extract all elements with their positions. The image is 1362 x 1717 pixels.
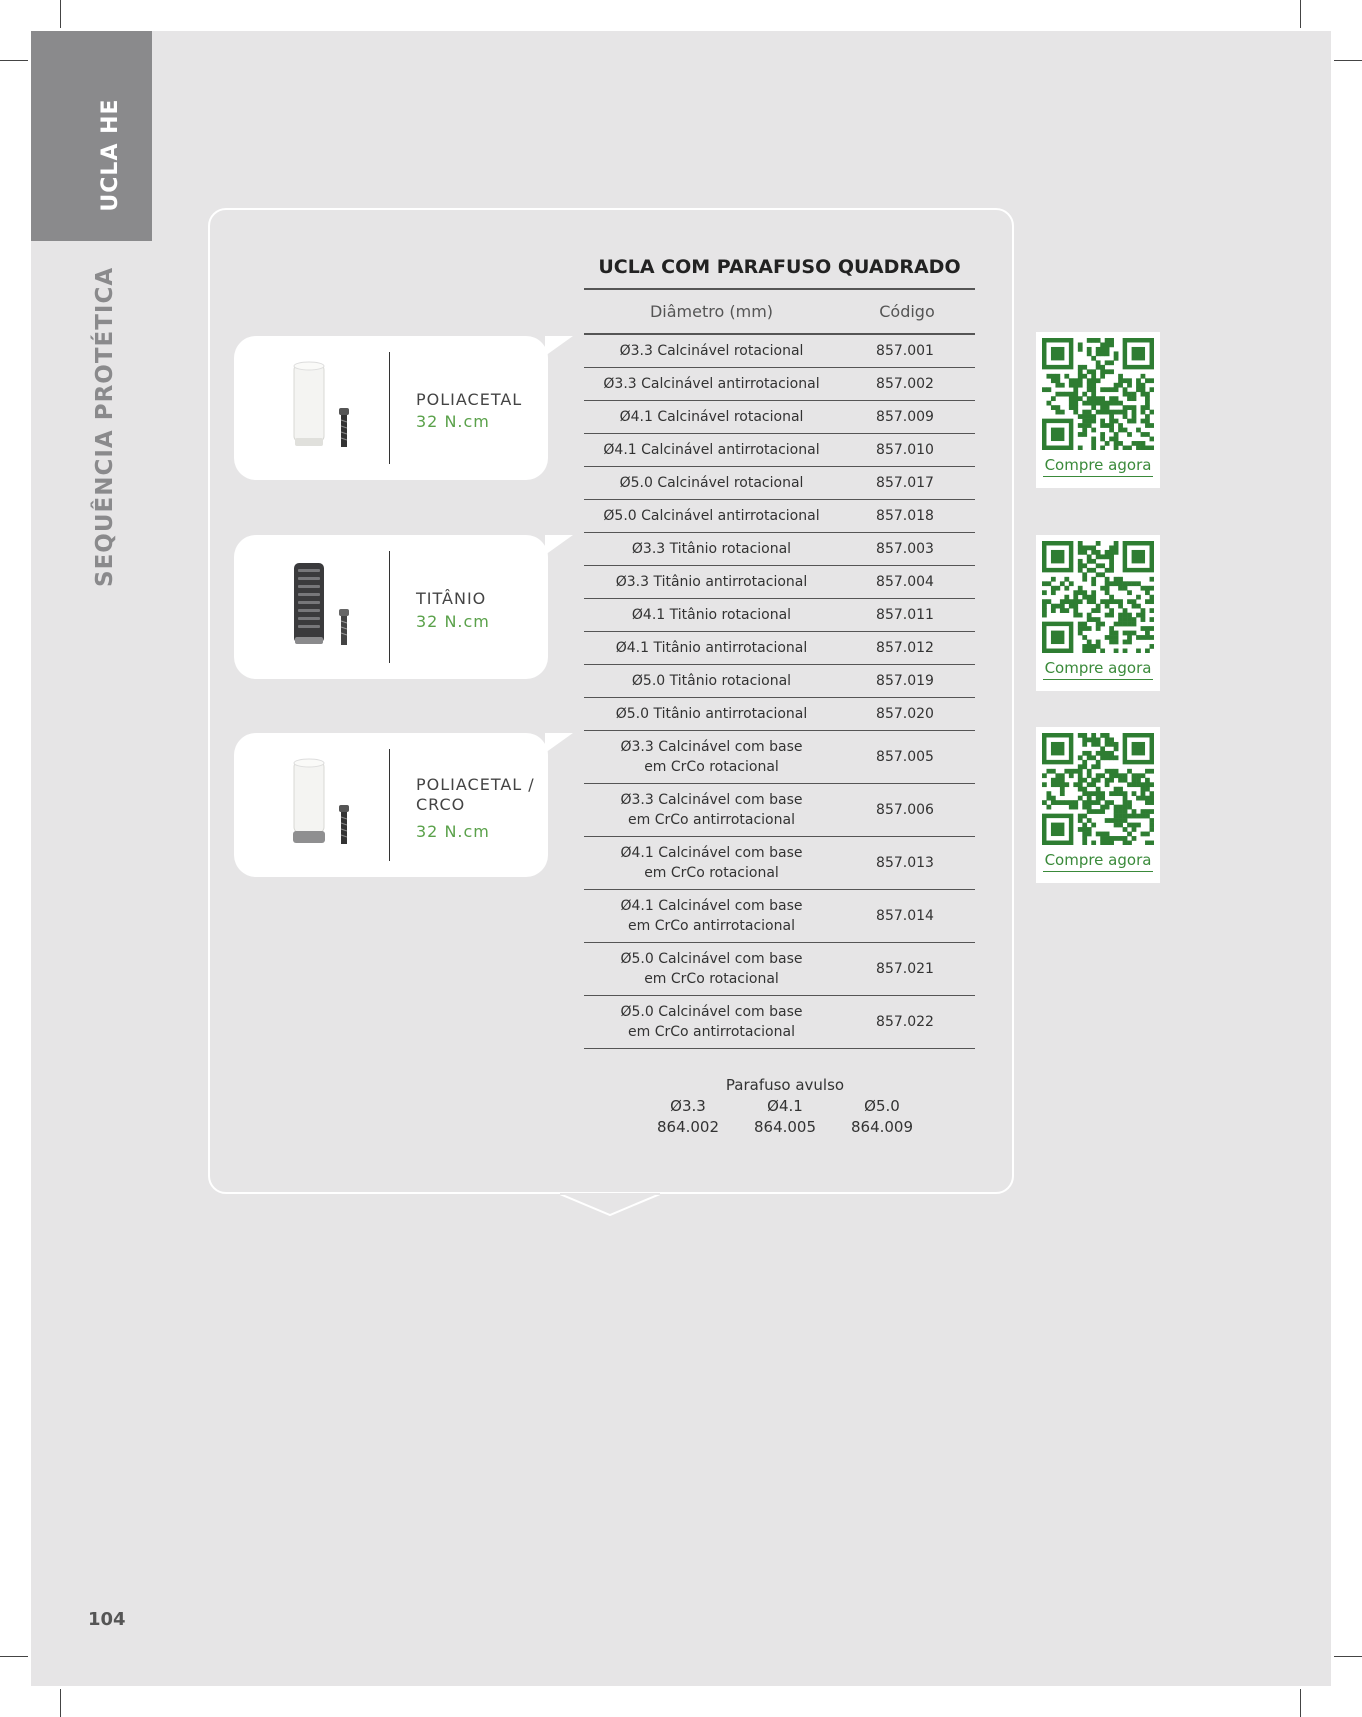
row-diameter-line: Ø3.3 Calcinável rotacional: [619, 343, 804, 359]
row-code: 857.004: [876, 574, 934, 590]
qr-card[interactable]: [1036, 332, 1160, 488]
table-row: [584, 368, 975, 401]
row-code: 857.021: [876, 961, 934, 977]
loose-screws-grid: [640, 1096, 930, 1138]
row-diameter: [584, 374, 839, 394]
row-diameter: [584, 1002, 839, 1042]
row-diameter: [584, 473, 839, 493]
product-torque: 32 N.cm: [416, 612, 490, 631]
product-titanio: [234, 535, 548, 679]
row-diameter-line: Ø3.3 Calcinável antirrotacional: [603, 376, 820, 392]
card-pointer: [560, 1193, 660, 1217]
screw-item: [834, 1096, 930, 1138]
row-diameter-line: Ø3.3 Titânio rotacional: [631, 541, 792, 557]
header-diameter: Diâmetro (mm): [649, 302, 774, 321]
table-row: [584, 500, 975, 533]
header-code: Código: [879, 302, 935, 321]
table-row: [584, 599, 975, 632]
row-diameter-line: Ø5.0 Calcinável rotacional: [619, 475, 804, 491]
row-diameter-line: Ø5.0 Calcinável antirrotacional: [603, 508, 820, 524]
row-code: 857.022: [876, 1014, 934, 1030]
titanio-ucla-image: [274, 557, 374, 657]
row-code: 857.009: [876, 409, 934, 425]
row-code: 857.020: [876, 706, 934, 722]
row-diameter-line: em CrCo rotacional: [644, 971, 779, 987]
row-diameter: [584, 737, 839, 777]
poliacetal-crco-ucla-image: [274, 755, 374, 855]
row-diameter: [584, 949, 839, 989]
crop-mark: [1300, 0, 1301, 28]
page-number: 104: [88, 1609, 126, 1630]
product-material: POLIACETAL: [416, 390, 523, 409]
row-diameter-line: Ø3.3 Calcinável com base: [620, 792, 803, 808]
buy-now-link[interactable]: Compre agora: [1043, 456, 1153, 477]
row-code: 857.006: [876, 802, 934, 818]
table-row: [584, 890, 975, 943]
qr-code-icon[interactable]: [1042, 338, 1154, 450]
table-row: [584, 784, 975, 837]
row-diameter: [584, 896, 839, 936]
row-diameter-line: Ø4.1 Calcinável com base: [620, 845, 803, 861]
screw-diameter: Ø5.0: [864, 1097, 900, 1115]
row-diameter: [584, 843, 839, 883]
row-diameter-line: em CrCo antirrotacional: [628, 1024, 795, 1040]
table-row: [584, 401, 975, 434]
crop-mark: [60, 0, 61, 28]
crop-mark: [1300, 1689, 1301, 1717]
row-diameter: [584, 506, 839, 526]
product-torque: 32 N.cm: [416, 822, 490, 841]
qr-card[interactable]: [1036, 535, 1160, 691]
product-divider: [389, 551, 390, 663]
product-material: TITÂNIO: [416, 589, 487, 608]
chapter-tab: [31, 31, 152, 241]
table-row: [584, 467, 975, 500]
table-row: [584, 698, 975, 731]
row-code: 857.010: [876, 442, 934, 458]
row-diameter-line: Ø4.1 Titânio rotacional: [631, 607, 792, 623]
table-row: [584, 434, 975, 467]
qr-code-icon[interactable]: [1042, 733, 1154, 845]
screw-code: 864.002: [656, 1118, 720, 1136]
product-poliacetal: [234, 336, 548, 480]
code-table: [584, 252, 975, 1049]
table-row: [584, 665, 975, 698]
crop-mark: [1334, 1656, 1362, 1657]
table-row: [584, 566, 975, 599]
row-diameter: [584, 407, 839, 427]
screw-diameter: Ø4.1: [767, 1097, 803, 1115]
section-title: SEQUÊNCIA PROTÉTICA: [92, 266, 118, 587]
row-diameter: [584, 790, 839, 830]
table-row: [584, 837, 975, 890]
table-row: [584, 632, 975, 665]
row-code: 857.005: [876, 749, 934, 765]
row-diameter: [584, 638, 839, 658]
loose-screws-title: Parafuso avulso: [725, 1076, 845, 1094]
row-diameter-line: em CrCo antirrotacional: [628, 918, 795, 934]
row-diameter-line: Ø5.0 Titânio antirrotacional: [615, 706, 808, 722]
buy-now-link[interactable]: Compre agora: [1043, 851, 1153, 872]
row-diameter-line: Ø4.1 Calcinável rotacional: [619, 409, 804, 425]
buy-now-link[interactable]: Compre agora: [1043, 659, 1153, 680]
row-diameter-line: Ø5.0 Calcinável com base: [620, 1004, 803, 1020]
product-divider: [389, 352, 390, 464]
row-diameter-line: Ø4.1 Calcinável com base: [620, 898, 803, 914]
screw-item: [640, 1096, 736, 1138]
table-row: [584, 996, 975, 1049]
row-diameter-line: Ø5.0 Calcinável com base: [620, 951, 803, 967]
row-code: 857.002: [876, 376, 934, 392]
table-row: [584, 533, 975, 566]
row-diameter-line: Ø3.3 Titânio antirrotacional: [615, 574, 808, 590]
table-row: [584, 731, 975, 784]
row-diameter-line: Ø3.3 Calcinável com base: [620, 739, 803, 755]
screw-item: [737, 1096, 833, 1138]
row-diameter-line: Ø4.1 Titânio antirrotacional: [615, 640, 808, 656]
row-diameter: [584, 539, 839, 559]
row-diameter: [584, 605, 839, 625]
product-material: POLIACETAL / CRCO: [416, 775, 535, 814]
row-diameter: [584, 704, 839, 724]
screw-code: 864.005: [753, 1118, 817, 1136]
product-torque: 32 N.cm: [416, 412, 490, 431]
row-diameter: [584, 671, 839, 691]
qr-card[interactable]: [1036, 727, 1160, 883]
row-diameter-line: em CrCo rotacional: [644, 865, 779, 881]
table-title: UCLA COM PARAFUSO QUADRADO: [598, 256, 961, 278]
row-code: 857.011: [876, 607, 934, 623]
row-diameter-line: em CrCo rotacional: [644, 759, 779, 775]
row-code: 857.017: [876, 475, 934, 491]
crop-mark: [0, 60, 28, 61]
chapter-tab-label: UCLA HE: [98, 98, 123, 212]
crop-mark: [60, 1689, 61, 1717]
row-diameter: [584, 440, 839, 460]
row-code: 857.012: [876, 640, 934, 656]
screw-code: 864.009: [850, 1118, 914, 1136]
product-divider: [389, 749, 390, 861]
row-code: 857.018: [876, 508, 934, 524]
row-code: 857.019: [876, 673, 934, 689]
table-row: [584, 943, 975, 996]
crop-mark: [1334, 60, 1362, 61]
bubble-pointer: [545, 733, 573, 753]
row-diameter: [584, 572, 839, 592]
row-code: 857.001: [876, 343, 934, 359]
row-code: 857.003: [876, 541, 934, 557]
product-poliacetal-crco: [234, 733, 548, 877]
loose-screws: [640, 1076, 930, 1138]
row-diameter-line: Ø4.1 Calcinável antirrotacional: [603, 442, 820, 458]
bubble-pointer: [545, 336, 573, 356]
table-header: [584, 290, 975, 335]
bubble-pointer: [545, 535, 573, 555]
row-code: 857.014: [876, 908, 934, 924]
row-diameter: [584, 341, 839, 361]
crop-mark: [0, 1656, 28, 1657]
row-diameter-line: Ø5.0 Titânio rotacional: [631, 673, 792, 689]
row-diameter-line: em CrCo antirrotacional: [628, 812, 795, 828]
screw-diameter: Ø3.3: [670, 1097, 706, 1115]
qr-code-icon[interactable]: [1042, 541, 1154, 653]
row-code: 857.013: [876, 855, 934, 871]
table-row: [584, 335, 975, 368]
table-body: [584, 335, 975, 1049]
poliacetal-ucla-image: [274, 358, 374, 458]
